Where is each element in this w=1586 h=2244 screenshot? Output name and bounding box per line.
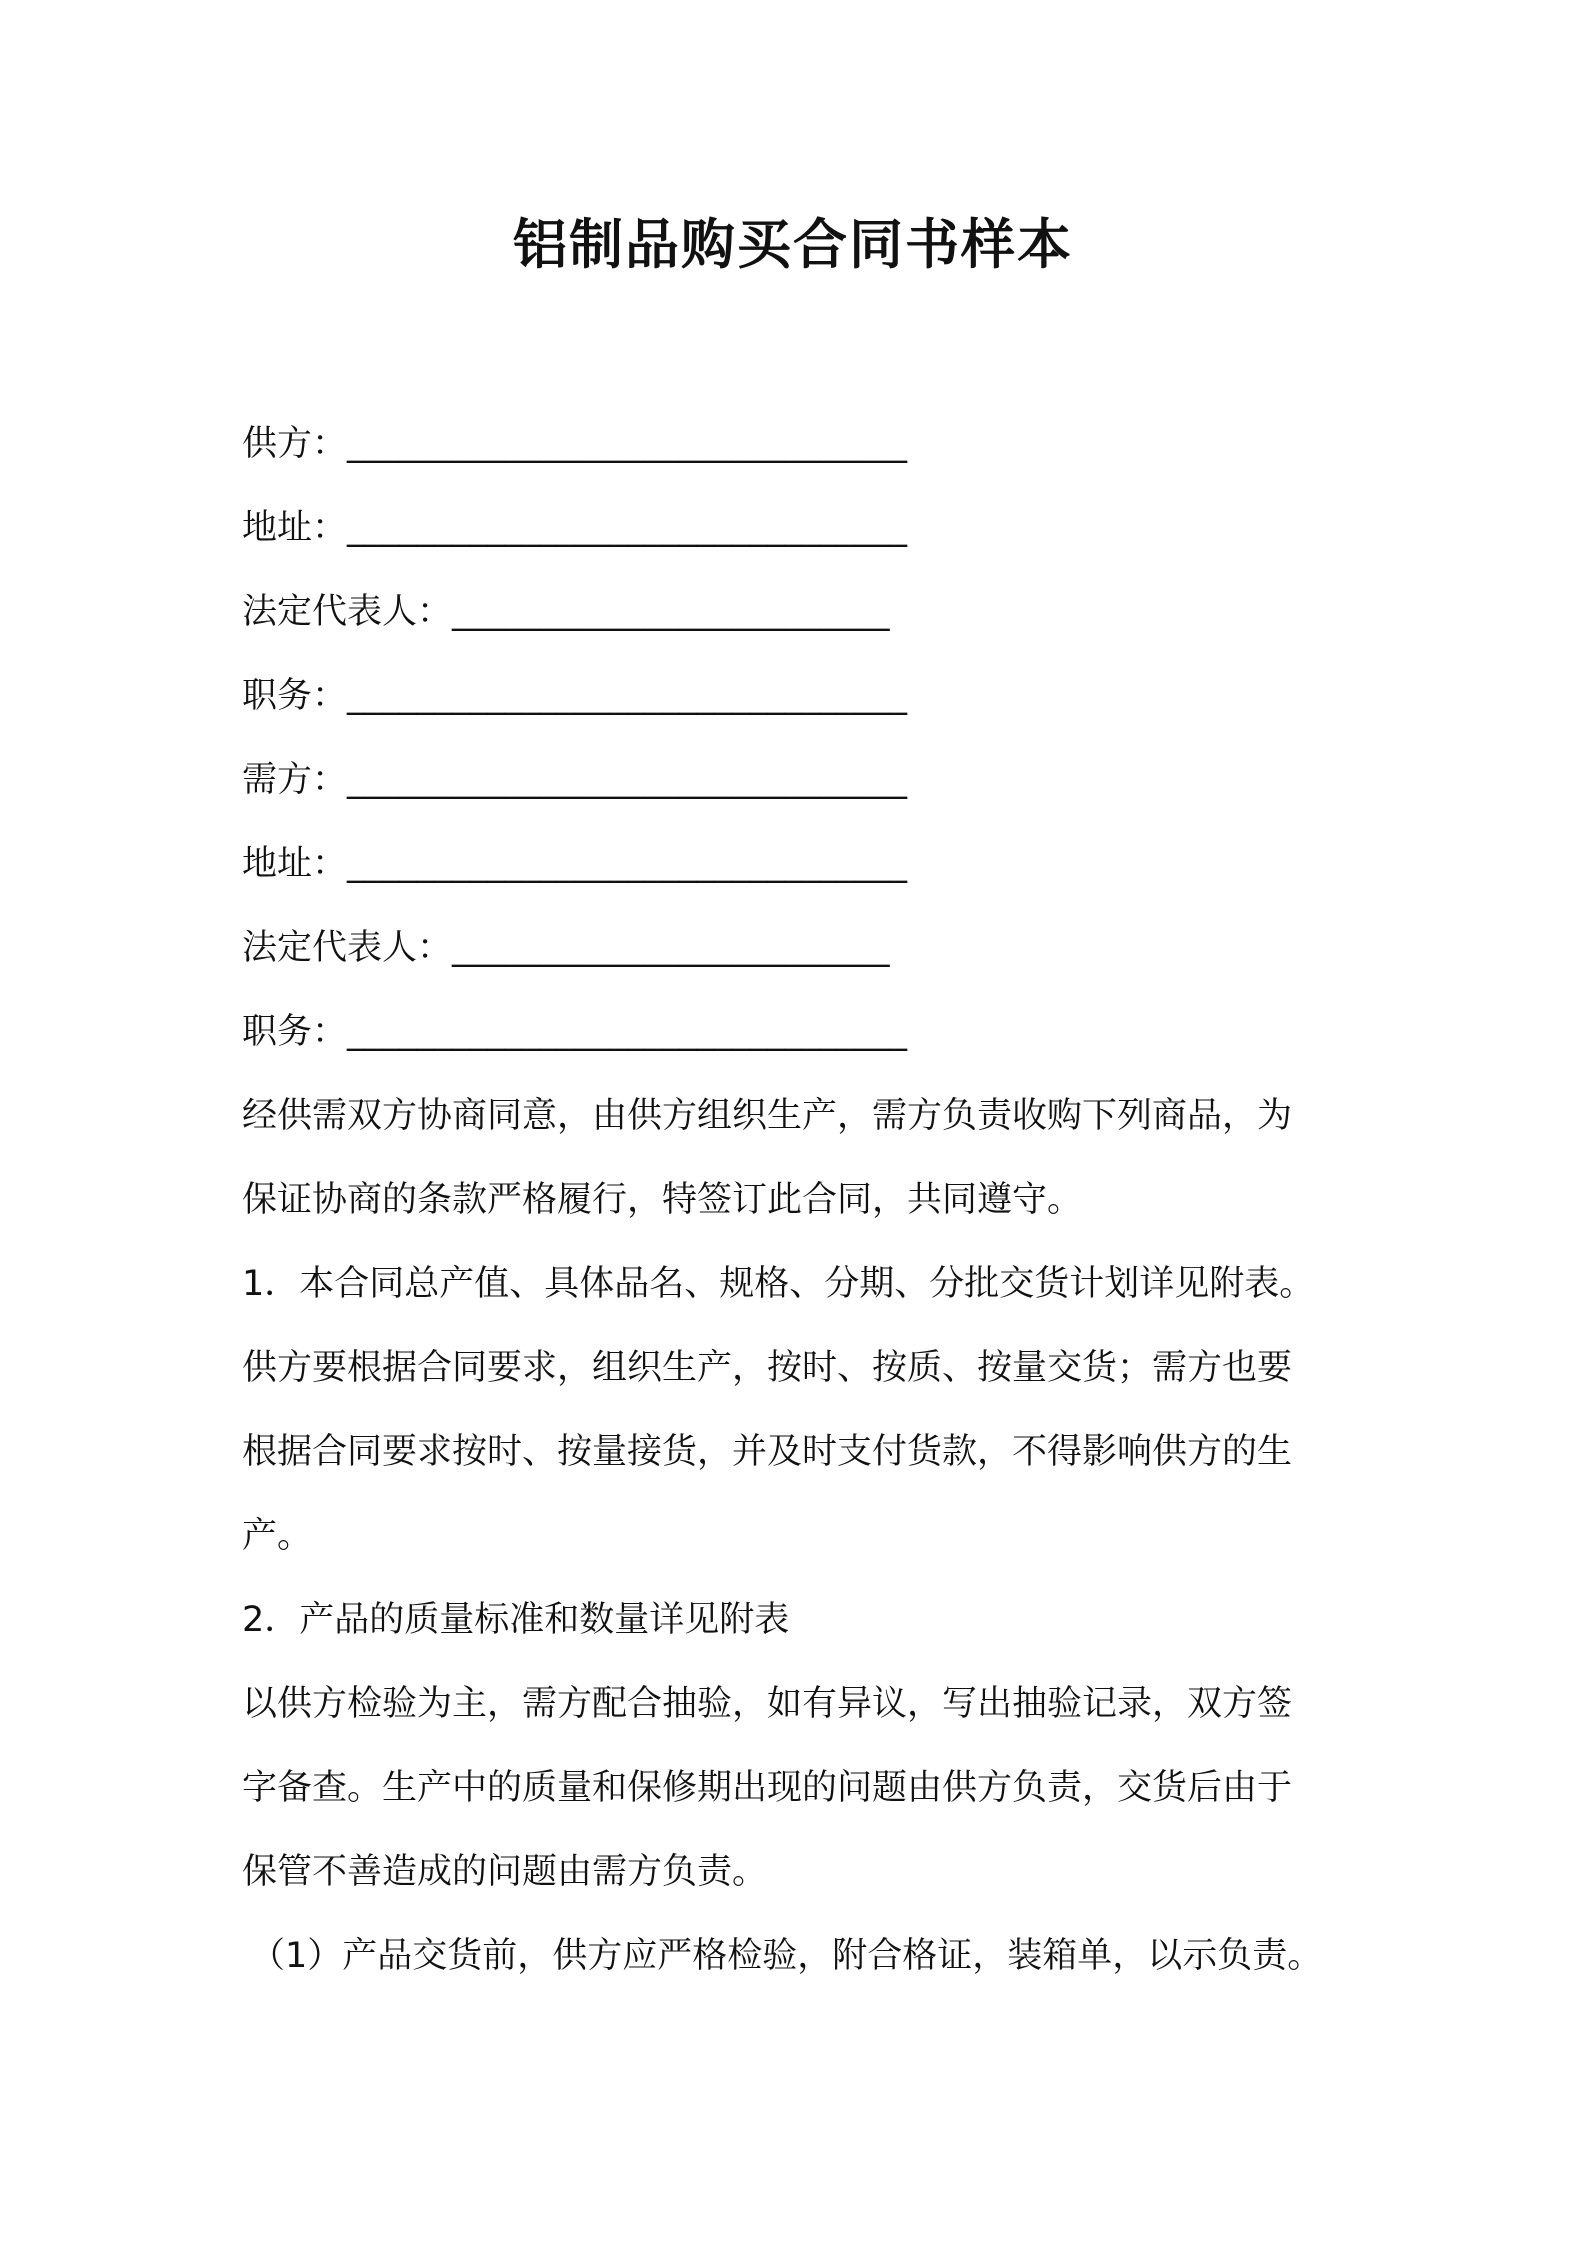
clause-2-heading: 2．产品的质量标准和数量详见附表 bbox=[242, 1600, 790, 1640]
clause-2-line: 字备查。生产中的质量和保修期出现的问题由供方负责，交货后由于 bbox=[242, 1768, 1293, 1808]
field-supplier-legal-representative: 法定代表人：_________________________ bbox=[242, 592, 890, 632]
field-buyer-legal-representative: 法定代表人：_________________________ bbox=[242, 928, 890, 968]
document-content bbox=[242, 402, 1382, 1998]
field-supplier-position: 职务：________________________________ bbox=[242, 676, 908, 716]
paragraph-line: 经供需双方协商同意，由供方组织生产，需方负责收购下列商品，为 bbox=[242, 1096, 1293, 1136]
document-title: 铝制品购买合同书样本 bbox=[513, 213, 1073, 276]
clause-2-line: 保管不善造成的问题由需方负责。 bbox=[242, 1852, 768, 1892]
field-buyer-address: 地址：________________________________ bbox=[242, 844, 908, 884]
clause-1-line: 根据合同要求按时、按量接货，并及时支付货款，不得影响供方的生 bbox=[242, 1432, 1293, 1472]
clause-1-line: 供方要根据合同要求，组织生产，按时、按质、按量交货；需方也要 bbox=[242, 1348, 1293, 1388]
clause-1-line: 1．本合同总产值、具体品名、规格、分期、分批交货计划详见附表。 bbox=[242, 1264, 1315, 1304]
clause-2-subitem-1: （1）产品交货前，供方应严格检验，附合格证，装箱单，以示负责。 bbox=[250, 1936, 1323, 1976]
clause-1-line: 产。 bbox=[242, 1516, 313, 1556]
clause-2-line: 以供方检验为主，需方配合抽验，如有异议，写出抽验记录，双方签 bbox=[242, 1684, 1293, 1724]
field-supplier-address: 地址：________________________________ bbox=[242, 508, 908, 548]
field-buyer-position: 职务：________________________________ bbox=[242, 1012, 908, 1052]
field-buyer: 需方：________________________________ bbox=[242, 760, 908, 800]
paragraph-line: 保证协商的条款严格履行，特签订此合同，共同遵守。 bbox=[242, 1180, 1083, 1220]
field-supplier: 供方：________________________________ bbox=[242, 424, 908, 464]
